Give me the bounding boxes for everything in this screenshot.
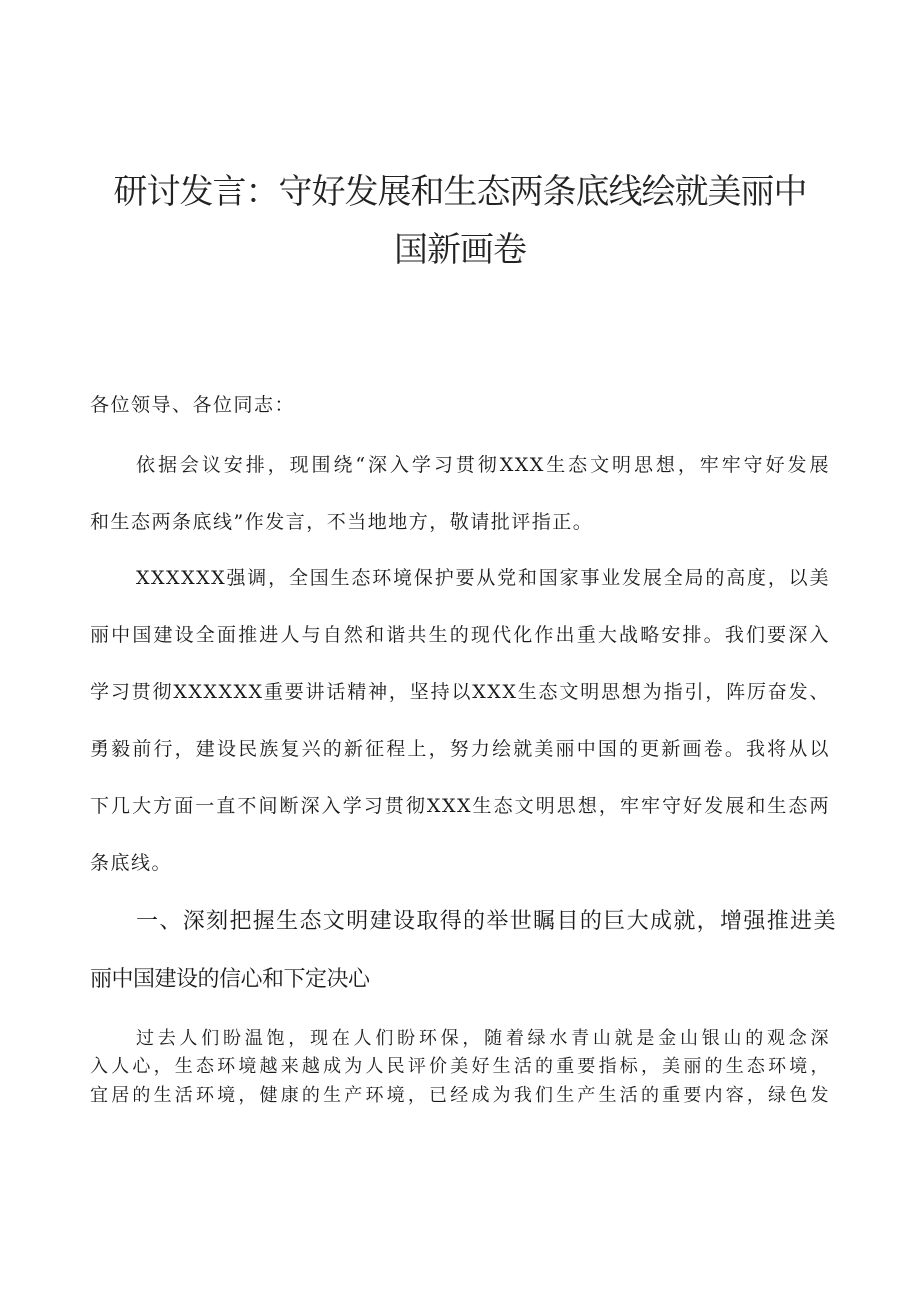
paragraph-line: 和生态两条底线”作发言，不当地地方，敬请批评指正。 (90, 511, 594, 533)
paragraph-line: 过去人们盼温饱，现在人们盼环保，随着绿水青山就是金山银山的观念深 (136, 1028, 830, 1049)
document-title-line-1: 研讨发言：守好发展和生态两条底线绘就美丽中 (113, 172, 807, 212)
salutation: 各位领导、各位同志： (90, 394, 296, 416)
paragraph-line: 条底线。 (90, 852, 173, 874)
paragraph-line: 下几大方面一直不间断深入学习贯彻XXX生态文明思想，牢牢守好发展和生态两 (90, 795, 830, 817)
paragraph-line: 宜居的生活环境，健康的生产环境，已经成为我们生产生活的重要内容，绿色发 (90, 1085, 830, 1106)
paragraph-line: 丽中国建设全面推进人与自然和谐共生的现代化作出重大战略安排。我们要深入 (90, 624, 830, 646)
paragraph-line: 入人心，生态环境越来越成为人民评价美好生活的重要指标，美丽的生态环境， (90, 1056, 830, 1077)
section-heading-line-1: 一、深刻把握生态文明建设取得的举世瞩目的巨大成就，增强推进美 (136, 909, 835, 934)
paragraph-line: 依据会议安排，现围绕“深入学习贯彻XXX生态文明思想，牢牢守好发展 (136, 454, 830, 476)
paragraph-line: 学习贯彻XXXXXX重要讲话精神，坚持以XXX生态文明思想为指引，阵厉奋发、 (90, 681, 830, 703)
document-title-line-2: 国新画卷 (394, 230, 526, 270)
paragraph-line: 勇毅前行，建设民族复兴的新征程上，努力绘就美丽中国的更新画卷。我将从以 (90, 738, 830, 760)
paragraph-line: XXXXXX强调，全国生态环境保护要从党和国家事业发展全局的高度，以美 (136, 567, 830, 589)
section-heading-line-2: 丽中国建设的信心和下定决心 (90, 967, 370, 992)
